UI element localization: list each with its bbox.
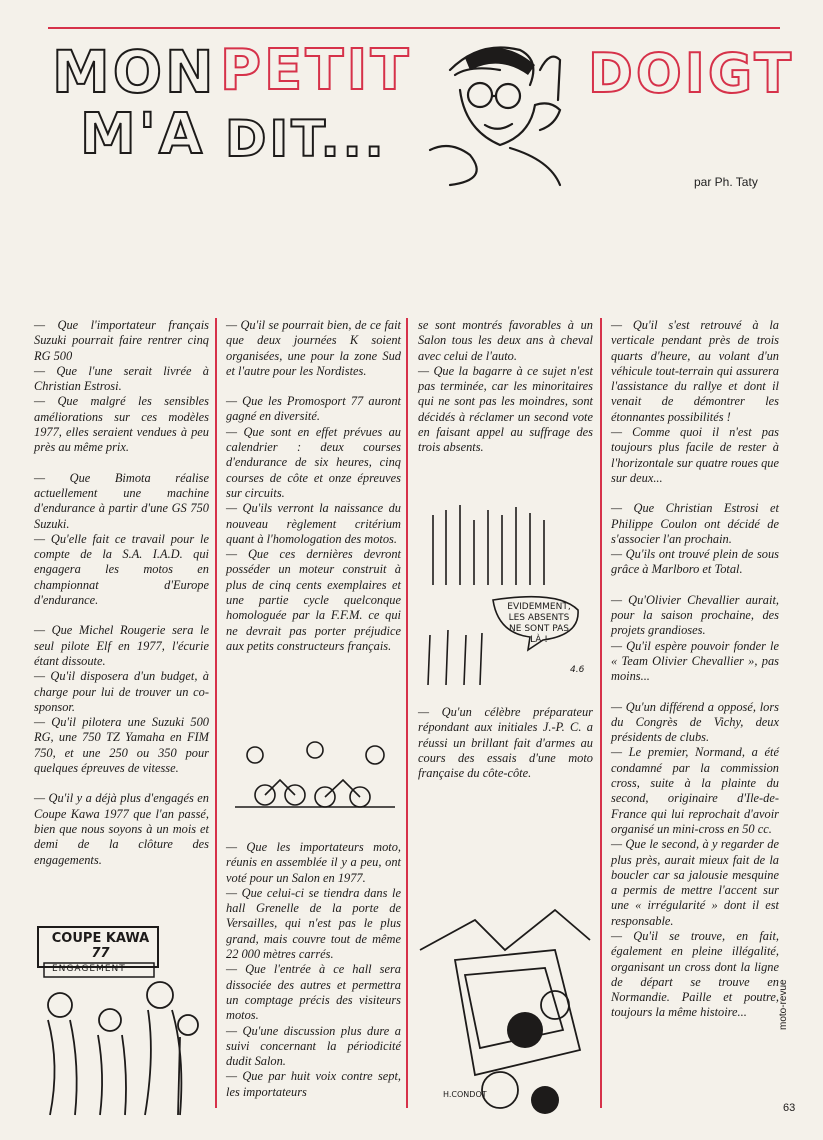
paragraph: — Qu'il se pourrait bien, de ce fait que deux journées K soient organisées, une pour la zone Sud et l'autre pour les Nordistes.	[226, 318, 401, 378]
paragraph: — Que Michel Rougerie sera le seul pilote Elf en 1977, l'écurie étant dissoute. — Qu'il disposera d'un budget, à charge pour lui de trouver un co-sponsor. — Qu'il pilotera une Suzuki 500 RG, une 750 TZ Yamaha en FIM 750, et une 250 ou 350 pour quelques épreuves de vitesse.	[34, 623, 209, 776]
magazine-name: moto-revue	[778, 979, 789, 1030]
header-rule	[48, 27, 780, 29]
paragraph: — Que les Promosport 77 auront gagné en diversité. — Que sont en effet prévues au calendrier : deux courses d'endurance de six heures, cinq courses de côte et onze épreuves sur circuits. — Qu'ils verront la naissance du nouveau règlement critérium quant à l'homologation des motos. — Que ces dernières devront posséder un moteur construit à plus de cinq cents exemplaires et une partie cycle quelconque homologuée par la F.F.M. ce qui ne devrait pas porter préjudice aux petits constructeurs français.	[226, 394, 401, 653]
column-divider	[600, 318, 602, 1108]
motorcycle-show-cartoon	[225, 725, 400, 815]
paragraph: se sont montrés favorables à un Salon tous les deux ans à cheval avec celui de l'auto. — Que la bagarre à ce sujet n'est pas terminée, car les minoritaires qui ne sont pas les moindres, sont décidés à réclamer un second vote en faisant appel au suffrage des trois absents.	[418, 318, 593, 455]
paragraph: — Qu'Olivier Chevallier aurait, pour la saison prochaine, des projets grandioses. — Qu'il espère pouvoir fonder le « Team Olivier Chevallier », pas moins...	[611, 592, 779, 684]
article-column-5	[611, 318, 779, 1036]
article-column-1	[34, 318, 209, 883]
title-word-dit: DIT...	[225, 110, 387, 168]
speech-bubble-text: EVIDEMMENT, LES ABSENTS NE SONT PAS LÀ !	[507, 602, 571, 645]
column-divider	[215, 318, 217, 1108]
title-word-petit: PETIT	[220, 38, 412, 103]
article-column-4	[418, 318, 593, 471]
votes-cartoon	[418, 495, 593, 695]
coupe-kawa-sign	[48, 931, 153, 961]
engagement-sign: ENGAGEMENT	[52, 964, 126, 974]
article-column-4b	[418, 705, 593, 796]
column-divider	[406, 318, 408, 1108]
paragraph: — Qu'il y a déjà plus d'engagés en Coupe Kawa 1977 que l'an passé, bien que nous soyons à un mois et demi de la clôture des engagements.	[34, 791, 209, 867]
coupe-kawa-sign-line1: COUPE KAWA	[51, 931, 150, 946]
vertical-car-cartoon	[415, 800, 595, 1130]
car-cartoon-signature: H.CONDOT	[443, 1090, 487, 1099]
paragraph: — Que les importateurs moto, réunis en assemblée il y a peu, ont voté pour un Salon en 1977. — Que celui-ci se tiendra dans le hall Grenelle de la porte de Versailles, qui n'est pas le plus grand, mais couvre tout de même 22 000 mètres carrés. — Que l'entrée à ce hall sera dissociée des autres et permettra un comptage précis des visiteurs motos. — Qu'une discussion plus dure a suivi concernant la périodicité dudit Salon. — Que par huit voix contre sept, les importateurs	[226, 840, 401, 1099]
page-number: 63	[783, 1102, 796, 1114]
paragraph: — Que Christian Estrosi et Philippe Coulon ont décidé de s'associer l'an prochain. — Qu'ils ont trouvé plein de sous grâce à Marlboro et Total.	[611, 501, 779, 577]
cartoon-signature: 4.6	[570, 665, 585, 675]
article-column-3	[226, 840, 401, 1115]
title-word-doigt: DOIGT	[588, 42, 795, 105]
paragraph: — Que Bimota réalise actuellement une machine d'endurance à partir d'une GS 750 Suzuki. — Qu'elle fait ce travail pour le compte de la S.A. I.A.D. qui engagera les motos en championnat d'Europe d'endurance.	[34, 470, 209, 608]
paragraph: — Qu'il s'est retrouvé à la verticale pendant près de trois quarts d'heure, au volant d'un véhicule tout-terrain qui assurera l'assistance du rallye et dont il venait de démontrer les étonnantes possibilités ! — Comme quoi il n'est pas toujours plus facile de rester à l'horizontale sur quatre roues que sur deux...	[611, 318, 779, 485]
coupe-kawa-sign-line2: 77	[91, 946, 110, 961]
paragraph: — Qu'un célèbre préparateur répondant aux initiales J.-P. C. a réussi un brillant fait d'armes au cours des essais d'une moto française du côte-côte.	[418, 705, 593, 781]
paragraph: — Que l'importateur français Suzuki pourrait faire rentrer cinq RG 500 — Que l'une serait livrée à Christian Estrosi. — Que malgré les sensibles améliorations sur ces modèles 1977, elles seraient vendues à peu près au même prix.	[34, 318, 209, 455]
paragraph: — Qu'un différend a opposé, lors du Congrès de Vichy, deux présidents de clubs. — Le premier, Normand, a été condamné par la commission cross, suite à la plainte du second, originaire d'Ile-de-France qui lui reprochait d'avoir organisé un mini-cross en 50 cc. — Que le second, à y regarder de plus près, aurait mieux fait de la boucler car sa jalousie mesquine a permis de mettre l'accent sur une « irrégularité » dont il est responsable. — Qu'il se trouve, en fait, également en pleine illégalité, organisant un cross dont la ligne de départ se trouve en Normandie. Paille et poutre, toujours la même histoire...	[611, 699, 779, 1020]
byline: par Ph. Taty	[694, 175, 758, 189]
header-cartoon-illustration	[410, 30, 590, 190]
article-column-2	[226, 318, 401, 669]
title-word-ma: M'A	[80, 102, 206, 167]
raised-hands-illustration	[418, 495, 593, 695]
title-word-mon: MON	[52, 38, 217, 106]
car-illustration	[415, 800, 595, 1130]
coupe-kawa-cartoon	[30, 925, 205, 1125]
